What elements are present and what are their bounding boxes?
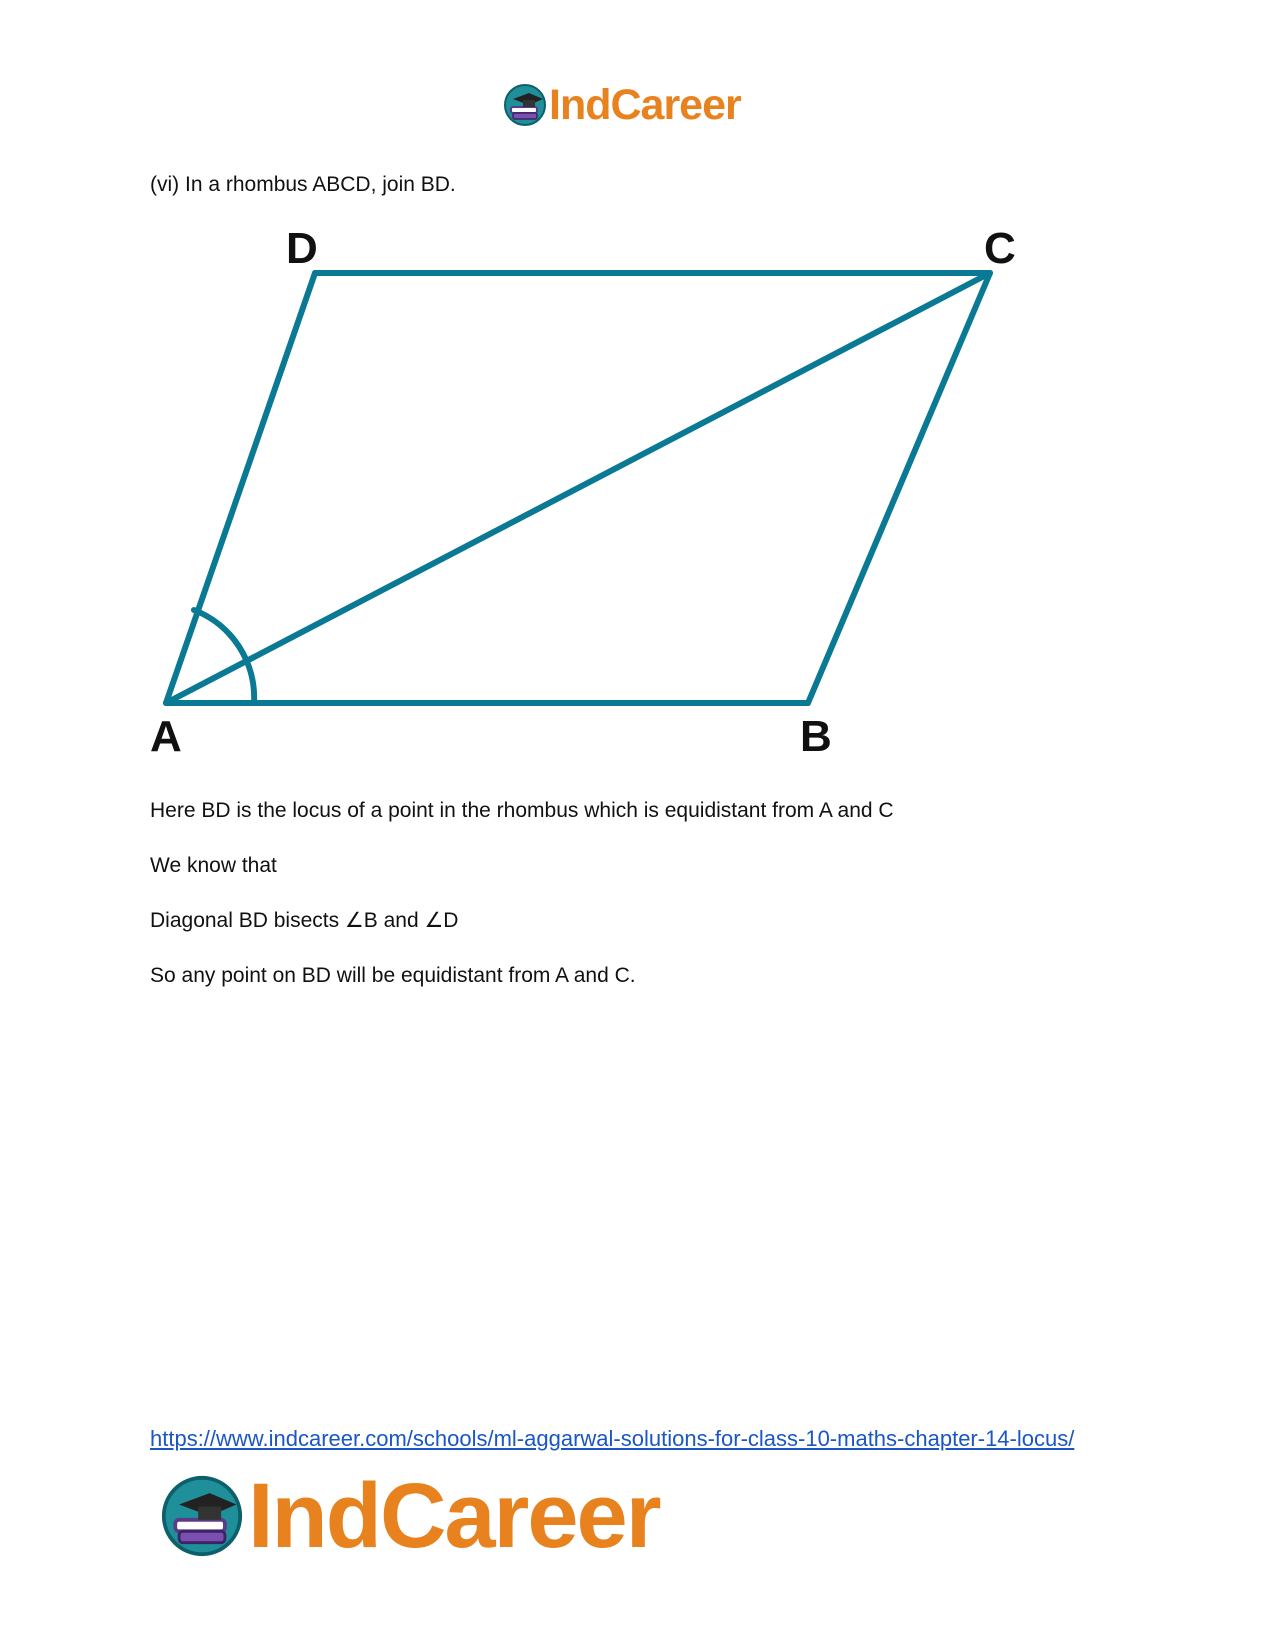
body-paragraph-2: We know that	[150, 854, 277, 877]
header-logo-text: IndCareer	[549, 80, 741, 129]
graduation-books-icon	[160, 1474, 244, 1558]
graduation-books-icon	[503, 83, 547, 127]
header-logo	[503, 80, 741, 130]
vertex-label-c: C	[984, 225, 1016, 273]
rhombus-figure	[140, 225, 1040, 765]
body-paragraph-1: Here BD is the locus of a point in the rhombus which is equidistant from A and C	[150, 799, 894, 822]
body-paragraph-3: Diagonal BD bisects ∠B and ∠D	[150, 909, 459, 932]
body-paragraph-4: So any point on BD will be equidistant from A and C.	[150, 964, 636, 987]
footer-logo-text: IndCareer	[248, 1464, 660, 1567]
source-url-link[interactable]: https://www.indcareer.com/schools/ml-aggarwal-solutions-for-class-10-maths-chapter-14-locus/	[150, 1426, 1075, 1451]
angle-arc-a	[194, 610, 254, 703]
vertex-label-a: A	[150, 712, 182, 761]
footer-logo	[160, 1464, 660, 1567]
side-bc	[808, 273, 990, 703]
vertex-label-b: B	[800, 712, 832, 761]
intro-text: (vi) In a rhombus ABCD, join BD.	[150, 173, 456, 196]
vertex-label-d: D	[286, 225, 318, 273]
